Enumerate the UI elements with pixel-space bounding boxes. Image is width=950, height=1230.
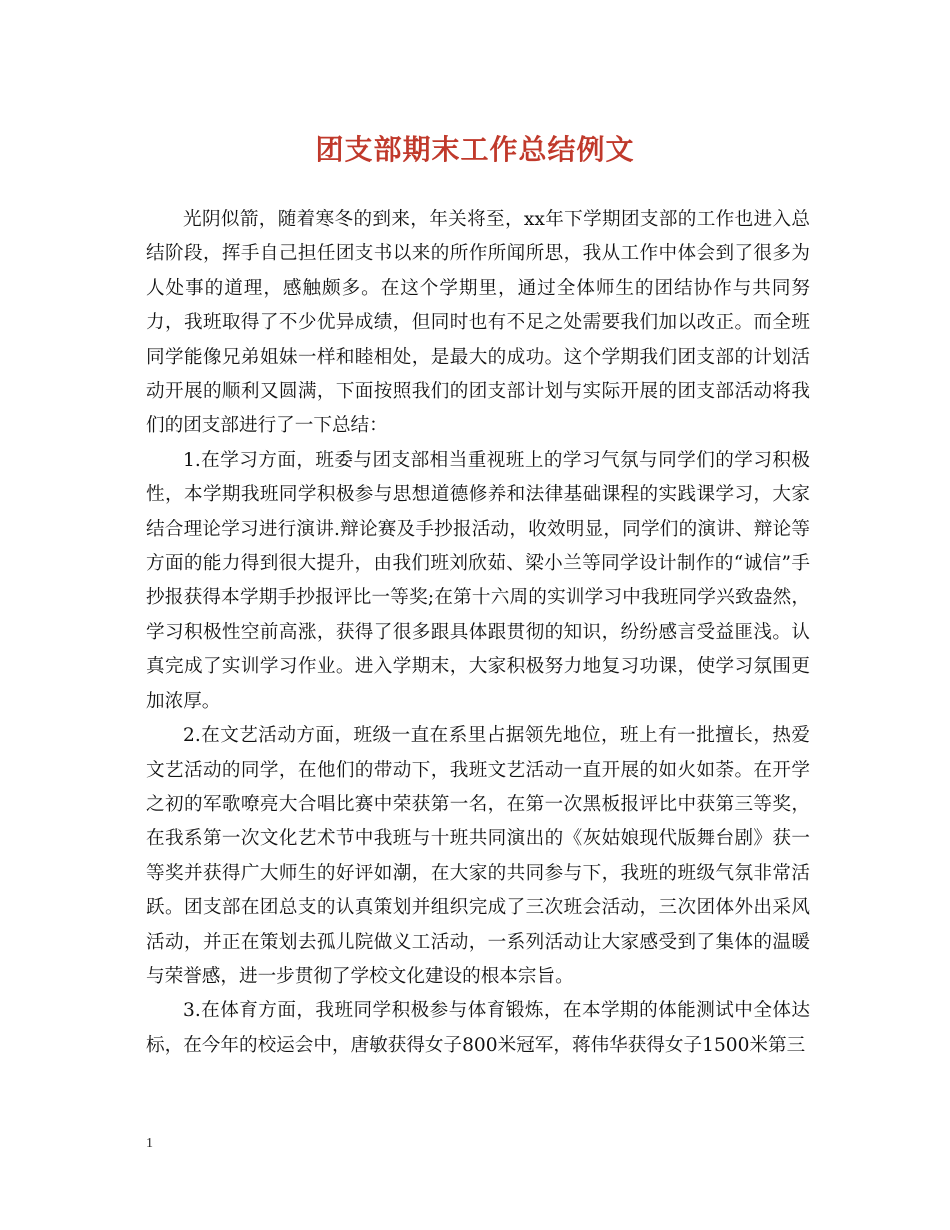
page-number: 1 <box>146 1136 153 1151</box>
document-body <box>146 203 810 1063</box>
paragraph-study: 1.在学习方面，班委与团支部相当重视班上的学习气氛与同学们的学习积极性，本学期我班同学积极参与思想道德修养和法律基础课程的实践课学习，大家结合理论学习进行演讲.辩论赛及手抄报活动，收效明显，同学们的演讲、辩论等方面的能力得到很大提升，由我们班刘欣茹、梁小兰等同学设计制作的“诚信”手抄报获得本学期手抄报评比一等奖;在第十六周的实训学习中我班同学兴致盎然，学习积极性空前高涨，获得了很多跟具体跟贯彻的知识，纷纷感言受益匪浅。认真完成了实训学习作业。进入学期末，大家积极努力地复习功课，使学习氛围更加浓厚。 <box>146 449 810 712</box>
paragraph-arts: 2.在文艺活动方面，班级一直在系里占据领先地位，班上有一批擅长，热爱文艺活动的同学，在他们的带动下，我班文艺活动一直开展的如火如荼。在开学之初的军歌嘹亮大合唱比赛中荣获第一名，在第一次黑板报评比中获第三等奖，在我系第一次文化艺术节中我班与十班共同演出的《灰姑娘现代版舞台剧》获一等奖并获得广大师生的好评如潮，在大家的共同参与下，我班的班级气氛非常活跃。团支部在团总支的认真策划并组织完成了三次班会活动，三次团体外出采风活动，并正在策划去孤儿院做义工活动，一系列活动让大家感受到了集体的温暖与荣誉感，进一步贯彻了学校文化建设的根本宗旨。 <box>146 725 810 987</box>
paragraph-sports: 3.在体育方面，我班同学积极参与体育锻炼，在本学期的体能测试中全体达标，在今年的校运会中，唐敏获得女子800米冠军，蒋伟华获得女子1500米第三 <box>146 1000 810 1056</box>
paragraph-intro: 光阴似箭，随着寒冬的到来，年关将至，xx年下学期团支部的工作也进入总结阶段，挥手自己担任团支书以来的所作所闻所思，我从工作中体会到了很多为人处事的道理，感触颇多。在这个学期里，通过全体师生的团结协作与共同努力，我班取得了不少优异成绩，但同时也有不足之处需要我们加以改正。而全班同学能像兄弟姐妹一样和睦相处，是最大的成功。这个学期我们团支部的计划活动开展的顺利又圆满，下面按照我们的团支部计划与实际开展的团支部活动将我们的团支部进行了一下总结： <box>146 209 810 437</box>
document-title: 团支部期末工作总结例文 <box>315 133 635 166</box>
